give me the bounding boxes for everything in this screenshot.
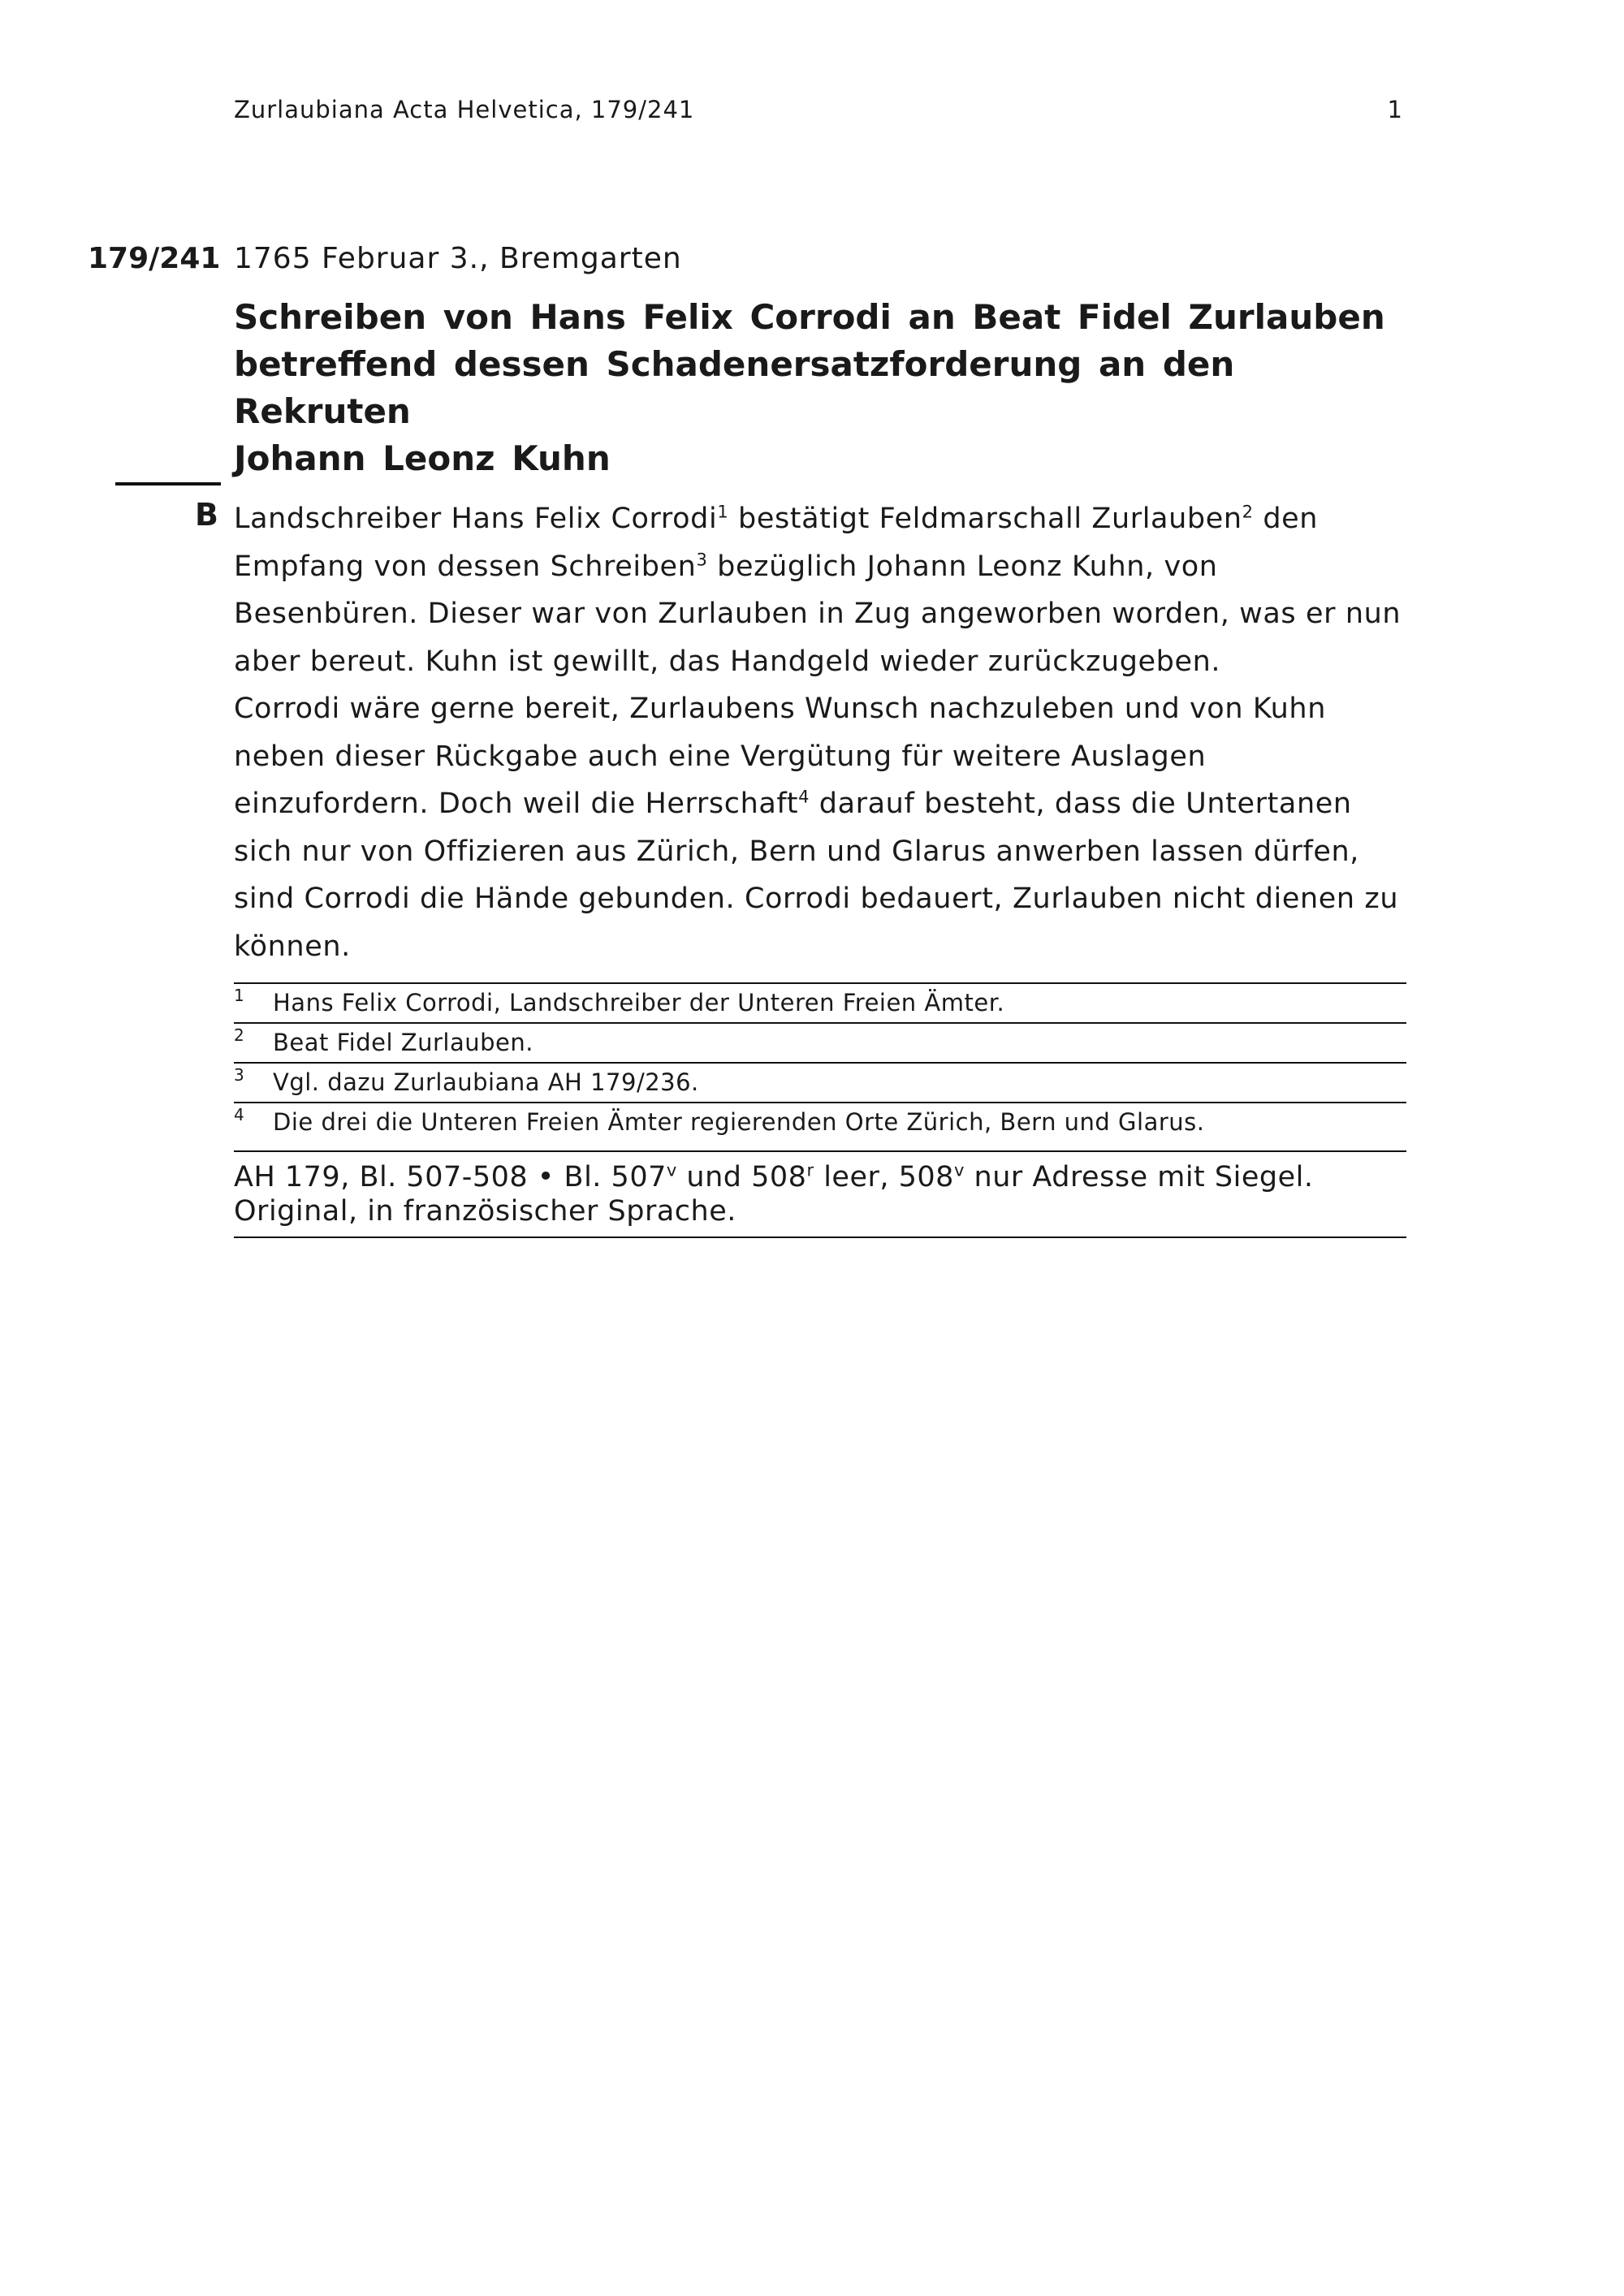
header-title: Zurlaubiana Acta Helvetica, 179/241 [234, 96, 695, 123]
section-marker: B [195, 497, 218, 533]
section-divider [115, 482, 221, 486]
source-line-1: AH 179, Bl. 507-508 • Bl. 507$^v$ und 508$^r$ leer, 508$^v$ nur Adresse mit Siegel. [234, 1160, 1314, 1193]
source-line-2: Original, in französischer Sprache. [234, 1195, 736, 1228]
footnote-number: 4 [234, 1105, 245, 1124]
footnote [234, 1022, 1406, 1062]
summary-paragraph-2: Corrodi wäre gerne bereit, Zurlaubens Wunsch nachzuleben und von Kuhn neben dieser Rückgabe auch eine Vergütung für weitere Auslagen einzufordern. Doch weil die Herrschaft$^4$ darauf besteht, dass die Untertanen sich nur von Offizieren aus Zürich, Bern und Glarus anwerben lassen dürfen, sind Corrodi die Hände gebunden. Corrodi bedauert, Zurlauben nicht dienen zu können. [234, 693, 1399, 963]
footnotes [234, 982, 1406, 1142]
footnote-number: 1 [234, 986, 245, 1005]
footnote-text: Vgl. dazu Zurlaubiana AH 179/236. [273, 1068, 699, 1096]
footnote-ref: 2 [1242, 502, 1254, 522]
entry-heading [234, 294, 1403, 482]
footnote-text: Hans Felix Corrodi, Landschreiber der Unteren Freien Ämter. [273, 989, 1005, 1016]
footnote-text: Die drei die Unteren Freien Ämter regierenden Orte Zürich, Bern und Glarus. [273, 1108, 1205, 1136]
footnote-ref: 3 [696, 549, 708, 569]
footnote [234, 1062, 1406, 1102]
heading-line: Johann Leonz Kuhn [234, 438, 611, 478]
entry-id: 179/241 [88, 242, 221, 275]
heading-line: betreffend dessen Schadenersatzforderung an den Rekruten [234, 344, 1235, 431]
footnote-ref: 1 [717, 502, 729, 522]
summary-text [234, 495, 1403, 970]
summary-paragraph-1: Landschreiber Hans Felix Corrodi$^1$ bestätigt Feldmarschall Zurlauben$^2$ den Empfang von dessen Schreiben$^3$ bezüglich Johann Leonz Kuhn, von Besenbüren. Dieser war von Zurlauben in Zug angeworben worden, was er nun aber bereut. Kuhn ist gewillt, das Handgeld wieder zurückzugeben. [234, 502, 1402, 678]
source-reference [234, 1150, 1406, 1238]
entry-date-place: 1765 Februar 3., Bremgarten [234, 242, 682, 275]
footnote-ref: 4 [798, 787, 810, 807]
heading-line: Schreiben von Hans Felix Corrodi an Beat Fidel Zurlauben [234, 297, 1385, 337]
footnote [234, 982, 1406, 1022]
footnote-text: Beat Fidel Zurlauben. [273, 1029, 533, 1056]
page-number: 1 [1387, 96, 1403, 123]
footnote [234, 1102, 1406, 1142]
footnote-number: 2 [234, 1025, 245, 1045]
footnote-number: 3 [234, 1065, 245, 1085]
